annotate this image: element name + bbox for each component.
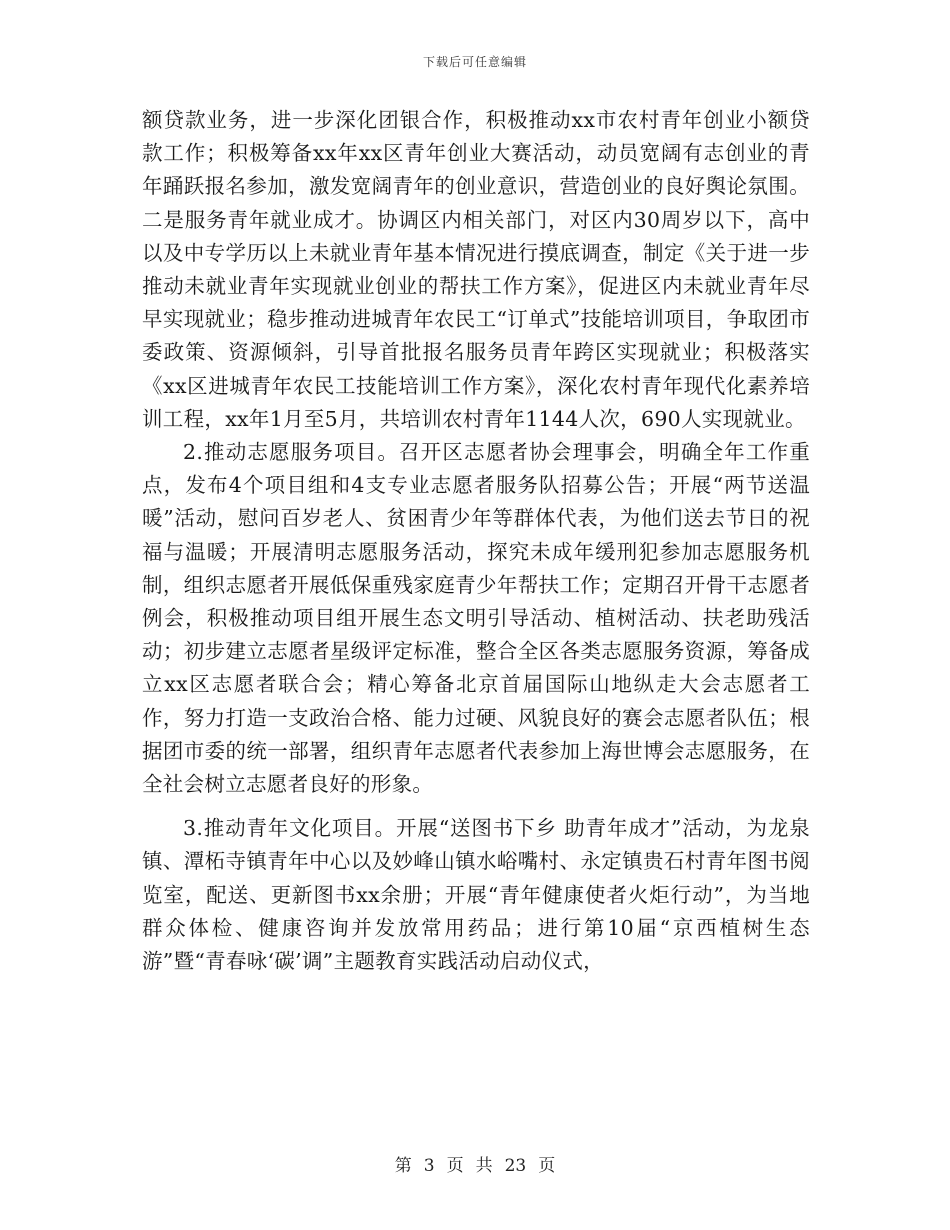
- footer-page-word: 页: [446, 1156, 464, 1176]
- footer-total-word: 共: [475, 1156, 493, 1176]
- footer-suffix: 页: [538, 1156, 556, 1176]
- page-footer: [0, 1151, 950, 1176]
- footer-prefix: 第: [394, 1156, 412, 1176]
- page-header: 下载后可任意编辑: [422, 55, 527, 69]
- paragraph-youth-culture: 3.推动青年文化项目。开展“送图书下乡 助青年成才”活动，为龙泉镇、潭柘寺镇青年中心以及妙峰山镇水峪嘴村、永定镇贵石村青年图书阅览室，配送、更新图书xx余册；开展“青年健康使者火炬行动”，为当地群众体检、健康咨询并发放常用药品；进行第10届“京西植树生态游”暨“青春咏‘碳’调”主题教育实践活动启动仪式，: [142, 816, 810, 974]
- paragraph-volunteer-service: 2.推动志愿服务项目。召开区志愿者协会理事会，明确全年工作重点，发布4个项目组和4支专业志愿者服务队招募公告；开展“两节送温暖”活动，慰问百岁老人、贫困青少年等群体代表，为他们送去节日的祝福与温暖；开展清明志愿服务活动，探究未成年缓刑犯参加志愿服务机制，组织志愿者开展低保重残家庭青少年帮扶工作；定期召开骨干志愿者例会，积极推动项目组开展生态文明引导活动、植树活动、扶老助残活动；初步建立志愿者星级评定标准，整合全区各类志愿服务资源，筹备成立xx区志愿者联合会；精心筹备北京首届国际山地纵走大会志愿者工作，努力打造一支政治合格、能力过硬、风貌良好的赛会志愿者队伍；根据团市委的统一部署，组织青年志愿者代表参加上海世博会志愿服务，在全社会树立志愿者良好的形象。: [142, 440, 810, 797]
- current-page-number: 3: [423, 1156, 435, 1176]
- paragraph-continuation: 额贷款业务，进一步深化团银合作，积极推动xx市农村青年创业小额贷款工作；积极筹备xx年xx区青年创业大赛活动，动员宽阔有志创业的青年踊跃报名参加，激发宽阔青年的创业意识，营造创业的良好舆论氛围。二是服务青年就业成才。协调区内相关部门，对区内30周岁以下，高中以及中专学历以上未就业青年基本情况进行摸底调查，制定《关于进一步推动未就业青年实现就业创业的帮扶工作方案》，促进区内未就业青年尽早实现就业；稳步推动进城青年农民工“订单式”技能培训项目，争取团市委政策、资源倾斜，引导首批报名服务员青年跨区实现就业；积极落实《xx区进城青年农民工技能培训工作方案》，深化农村青年现代化素养培训工程，xx年1月至5月，共培训农村青年1144人次，690人实现就业。: [142, 108, 810, 431]
- total-pages-number: 23: [504, 1156, 527, 1176]
- document-body: [142, 104, 810, 978]
